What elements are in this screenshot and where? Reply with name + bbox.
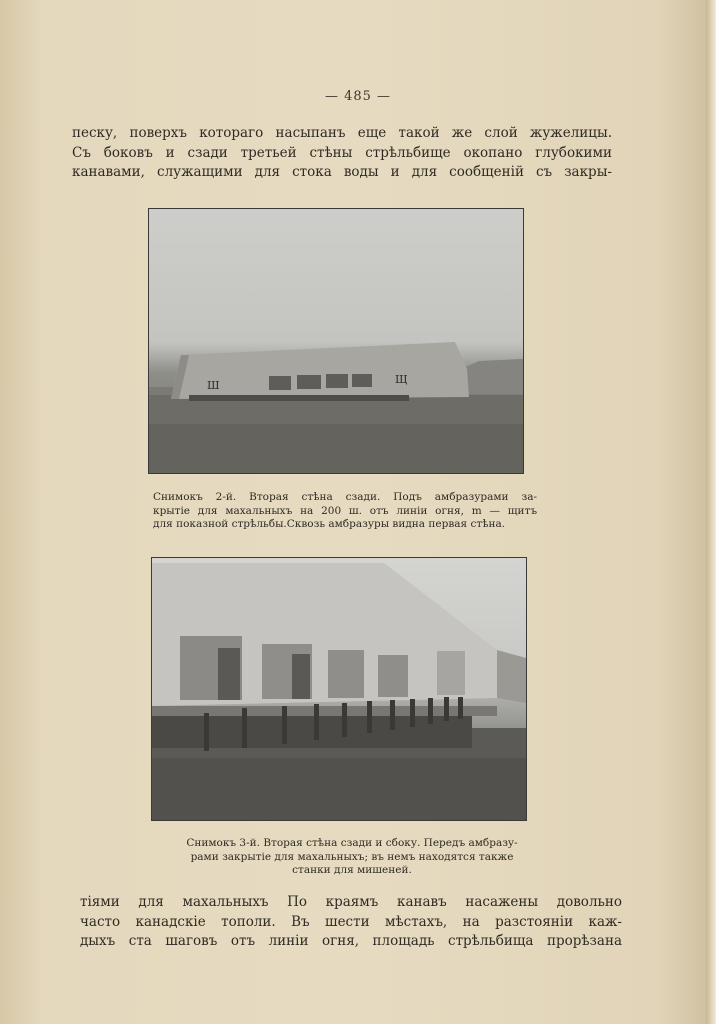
photo-second-wall-side xyxy=(151,557,527,821)
embrasure xyxy=(269,376,291,390)
door xyxy=(437,651,465,695)
figure-2-caption xyxy=(153,491,537,532)
photo-2-illustration xyxy=(149,209,523,473)
embrasure-shadow xyxy=(218,648,240,700)
photo-3-illustration xyxy=(152,558,526,820)
cover xyxy=(152,716,472,748)
embrasure xyxy=(326,374,348,388)
embrasure xyxy=(352,374,372,387)
wall-mark: Ш xyxy=(207,379,220,392)
cover-trench xyxy=(189,395,409,401)
page-number: — 485 — xyxy=(324,89,392,104)
embrasure xyxy=(297,375,321,389)
foreground xyxy=(149,424,523,473)
paragraph-top xyxy=(72,124,612,183)
text-line: канавами, служащими для стока воды и для сообщеній съ закры- xyxy=(72,164,612,180)
photo-second-wall-rear xyxy=(148,208,524,474)
caption-line: Снимокъ 2-й. Вторая стѣна сзади. Подъ амбразурами за- xyxy=(153,491,537,503)
caption-line: рами закрытіе для махальныхъ; въ немъ находятся также xyxy=(190,850,514,863)
page-edge xyxy=(706,0,716,1024)
caption-line: крытіе для махальныхъ на 200 ш. отъ линіи огня, m — щитъ xyxy=(153,504,537,517)
text-line: дыхъ ста шаговъ отъ линіи огня, площадь стрѣльбища прорѣзана xyxy=(80,933,622,949)
text-line: тіями для махальныхъ По краямъ канавъ насажены довольно xyxy=(80,894,622,910)
embrasure-shadow xyxy=(292,654,310,699)
wall-mark: Щ xyxy=(395,373,408,386)
wall-end xyxy=(497,650,526,703)
caption-line: для показной стрѣльбы.Сквозь амбразуры видна первая стѣна. xyxy=(153,518,506,530)
foreground xyxy=(152,758,526,820)
text-line: песку, поверхъ котораго насыпанъ еще такой же слой жужелицы. xyxy=(72,125,612,141)
caption-line: станки для мишеней. xyxy=(292,864,412,876)
caption-line: Снимокъ 3-й. Вторая стѣна сзади и сбоку. Передъ амбразу- xyxy=(186,837,518,849)
text-line: часто канадскіе тополи. Въ шести мѣстахъ, на разстояніи каж- xyxy=(80,913,622,930)
embrasure xyxy=(328,650,364,698)
embrasure xyxy=(378,655,408,697)
paragraph-bottom xyxy=(80,893,622,952)
text-line: Съ боковъ и сзади третьей стѣны стрѣльбище окопано глубокими xyxy=(72,144,612,161)
figure-3-caption xyxy=(156,837,548,878)
